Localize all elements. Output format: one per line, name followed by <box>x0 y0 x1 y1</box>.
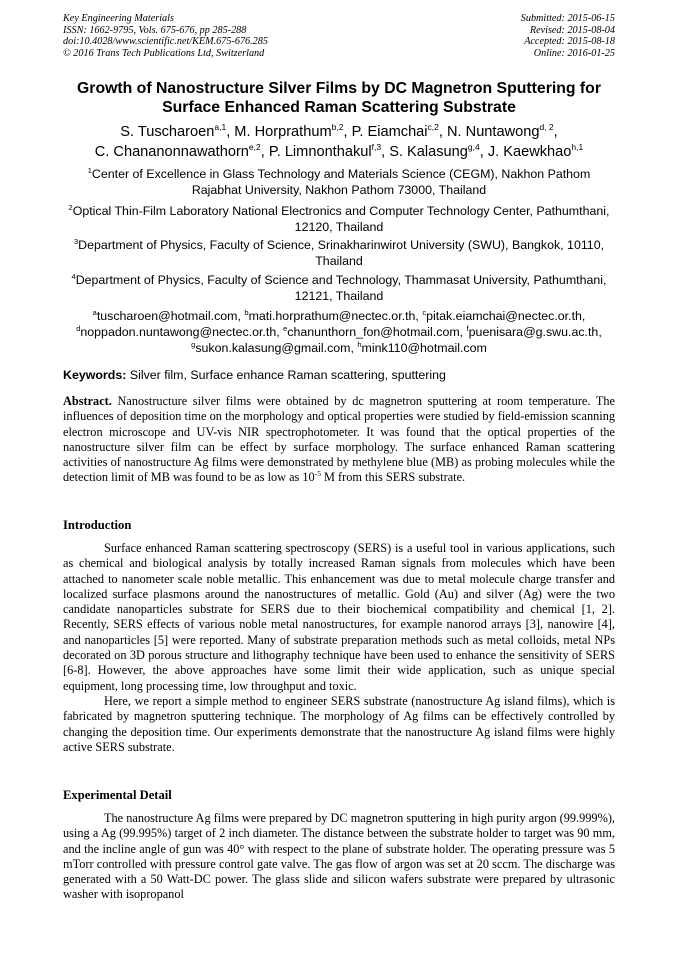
author-sup: b,2 <box>331 122 344 132</box>
date-submitted: Submitted: 2015-06-15 <box>520 13 615 24</box>
author-sup: h,1 <box>571 142 584 152</box>
journal-info <box>63 13 268 59</box>
date-accepted: Accepted: 2015-08-18 <box>524 36 615 48</box>
affiliation-2 <box>55 203 623 235</box>
experimental-body <box>63 811 615 903</box>
paper-title <box>40 80 638 117</box>
email-link[interactable]: tuscharoen@hotmail.com <box>96 309 238 323</box>
paragraph: The nanostructure Ag films were prepared by DC magnetron sputtering in high purity argon (99.999%), using a Ag (99.995%) target of 2 inch diameter. The distance between the substrate holder to target was 90 mm, and the incline angle of gun was 40° with respect to the plane of substrate holder. The operating pressure was 5 mTorr controlled with pressure control gate valve. The gas flow of argon was set at 20 sccm. The discharge was generated with a 50 Watt-DC power. The glass slide and silicon wafers substrate were prepared by ultrasonic washer with isopropanol <box>63 811 615 902</box>
email-sup: d <box>76 324 81 334</box>
publication-dates <box>521 13 615 59</box>
affiliation-1 <box>55 166 623 198</box>
abstract <box>63 394 615 486</box>
date-revised: Revised: 2015-08-04 <box>529 24 615 36</box>
author-emails: $^a$tuscharoen@hotmail.com, $^b$mati.horprathum@nectec.or.th, $^c$pitak.eiamchai@nectec.or.th, $^d$noppadon.nuntawong@nectec.or.th, $^e$chanunthorn_fon@hotmail.com, $^f$puenisara@g.swu.ac.th, $^g$sukon.kalasung@gmail.com, $^h$mink110@hotmail.com <box>76 308 602 356</box>
author-name: S. Kalasung <box>389 144 468 160</box>
author-name: P. Eiamchai <box>351 124 428 140</box>
affiliation-text: Department of Physics, Faculty of Science and Technology, Thammasat University, Pathumthani, <box>75 273 607 287</box>
author-name: N. Nuntawong <box>447 124 540 140</box>
author-sup: g,4 <box>467 142 480 152</box>
title-line: Surface Enhanced Raman Scattering Substrate <box>162 98 516 116</box>
email-link[interactable]: pitak.eiamchai@nectec.or.th <box>426 309 582 323</box>
author-sup: c,2 <box>427 122 439 132</box>
email-link[interactable]: noppadon.nuntawong@nectec.or.th <box>80 325 277 340</box>
email-link[interactable]: mati.horprathum@nectec.or.th <box>248 309 416 323</box>
email-sup: a <box>92 308 97 317</box>
paragraph: Here, we report a simple method to engineer SERS substrate (nanostructure Ag island films), which is fabricated by magnetron sputtering technique. The morphology of Ag films can be effectively controlled by changing the deposition time. Our experiments demonstrate that the nanostructure Ag island films were highly active SERS substrate. <box>63 693 615 754</box>
abstract-exponent: -5 <box>314 469 321 479</box>
email-sup: b <box>244 308 249 317</box>
affiliation-sup: 1 <box>87 166 92 175</box>
author-name: P. Limnonthakul <box>268 144 372 160</box>
affiliation-4 <box>55 272 623 304</box>
email-link[interactable]: puenisara@g.swu.ac.th <box>468 325 599 340</box>
author-list <box>40 122 638 162</box>
keywords-text: Silver film, Surface enhance Raman scattering, sputtering <box>129 368 446 382</box>
email-sup: e <box>283 324 288 334</box>
email-link[interactable]: mink110@hotmail.com <box>361 341 487 356</box>
affiliation-text: Optical Thin-Film Laboratory National Electronics and Computer Technology Center, Pathumthani, <box>72 204 610 218</box>
author-name: M. Horprathum <box>234 124 332 140</box>
paragraph: Surface enhanced Raman scattering spectroscopy (SERS) is a useful tool in various applications, such as chemical and biological analysis by totally increased Raman signals from molecules which have been attached to nanometer scale noble metallic. This enhancement was due to metal molecule charge transfer and localized surface plasmons around the nanostructures of metallic. Gold (Au) and silver (Ag) were the two candidate nanoparticles substrate for SERS due to their biochemical compatibility and chemical [1, 2]. Recently, SERS effects of various noble metal nanostructures, for example nanorod arrays [3], nanowire [4], and nanoparticles [5] were reported. Many of substrate preparation methods such as metal colloids, metal NPs decorated on 3D porous structure and lithography technique have been used to enhance the sensitivity of SERS [6-8]. However, the above approaches have some limit their wide application, such as unique special equipment, long processing time, low throughput and toxic. <box>63 541 615 693</box>
abstract-text-end: M from this SERS substrate. <box>320 470 466 485</box>
email-link[interactable]: chanunthorn_fon@hotmail.com <box>287 325 460 340</box>
email-sup: c <box>422 308 427 317</box>
affiliation-text: 12120, Thailand <box>294 220 384 235</box>
title-line: Growth of Nanostructure Silver Films by DC Magnetron Sputtering for <box>77 80 601 97</box>
date-online: Online: 2016-01-25 <box>533 47 615 59</box>
abstract-label: Abstract. <box>63 394 112 408</box>
affiliation-text: 12121, Thailand <box>294 289 384 304</box>
author-line: S. Tuscharoen$^{a,1}$, M. Horprathum$^{b,2}$, P. Eiamchai$^{c,2}$, N. Nuntawong$^{d, 2}$, <box>120 122 558 140</box>
affiliation-text: Rajabhat University, Nakhon Pathom 73000, Thailand <box>191 183 487 198</box>
journal-doi: doi:10.4028/www.scientific.net/KEM.675-676.285 <box>63 36 268 48</box>
section-heading-experimental: Experimental Detail <box>63 788 172 802</box>
author-name: J. Kaewkhao <box>487 144 572 160</box>
affiliation-text: Thailand <box>315 254 363 269</box>
email-sup: g <box>191 340 196 350</box>
journal-name: Key Engineering Materials <box>63 13 174 24</box>
author-name: S. Tuscharoen <box>120 124 215 140</box>
abstract-text: Nanostructure silver films were obtained by dc magnetron sputtering at room temperature. The influences of deposition time on the morphology and optical properties were studied by field-emission scanning electron microscope and UV-vis NIR spectrophotometer. It was found that the optical properties of the nanostructure silver film can be effect by surface morphology. The surface enhanced Raman scattering activities of nanostructure Ag films were demonstrated by methylene blue (MB) as probing molecules while the detection limit of MB was found to be as low as 10 <box>63 394 615 485</box>
author-sup: e,2 <box>248 142 261 152</box>
journal-copyright: © 2016 Trans Tech Publications Ltd, Switzerland <box>63 47 265 59</box>
email-link[interactable]: sukon.kalasung@gmail.com <box>195 341 351 356</box>
introduction-body <box>63 541 615 755</box>
affiliation-text: Center of Excellence in Glass Technology and Materials Science (CEGM), Nakhon Pathom <box>91 167 591 181</box>
keywords <box>63 367 623 383</box>
affiliation-text: Department of Physics, Faculty of Science, Srinakharinwirot University (SWU), Bangkok, 10110, <box>78 238 605 252</box>
section-heading-introduction: Introduction <box>63 518 132 532</box>
author-sup: a,1 <box>214 122 227 132</box>
affiliation-sup: 3 <box>73 237 79 246</box>
affiliation-3 <box>55 237 623 269</box>
email-sup: h <box>357 340 362 350</box>
email-sup: f <box>466 324 469 334</box>
affiliation-sup: 4 <box>71 272 76 281</box>
journal-issn: ISSN: 1662-9795, Vols. 675-676, pp 285-288 <box>63 24 247 36</box>
author-name: C. Chananonnawathorn <box>94 144 249 160</box>
keywords-label: Keywords: <box>63 368 127 382</box>
author-sup: d, 2 <box>539 122 554 132</box>
author-sup: f,3 <box>371 142 382 152</box>
affiliation-sup: 2 <box>68 203 73 212</box>
author-line: C. Chananonnawathorn$^{e,2}$, P. Limnonthakul$^{f,3}$, S. Kalasung$^{g,4}$, J. Kaewkhao$^{h,1}$ <box>94 142 584 160</box>
